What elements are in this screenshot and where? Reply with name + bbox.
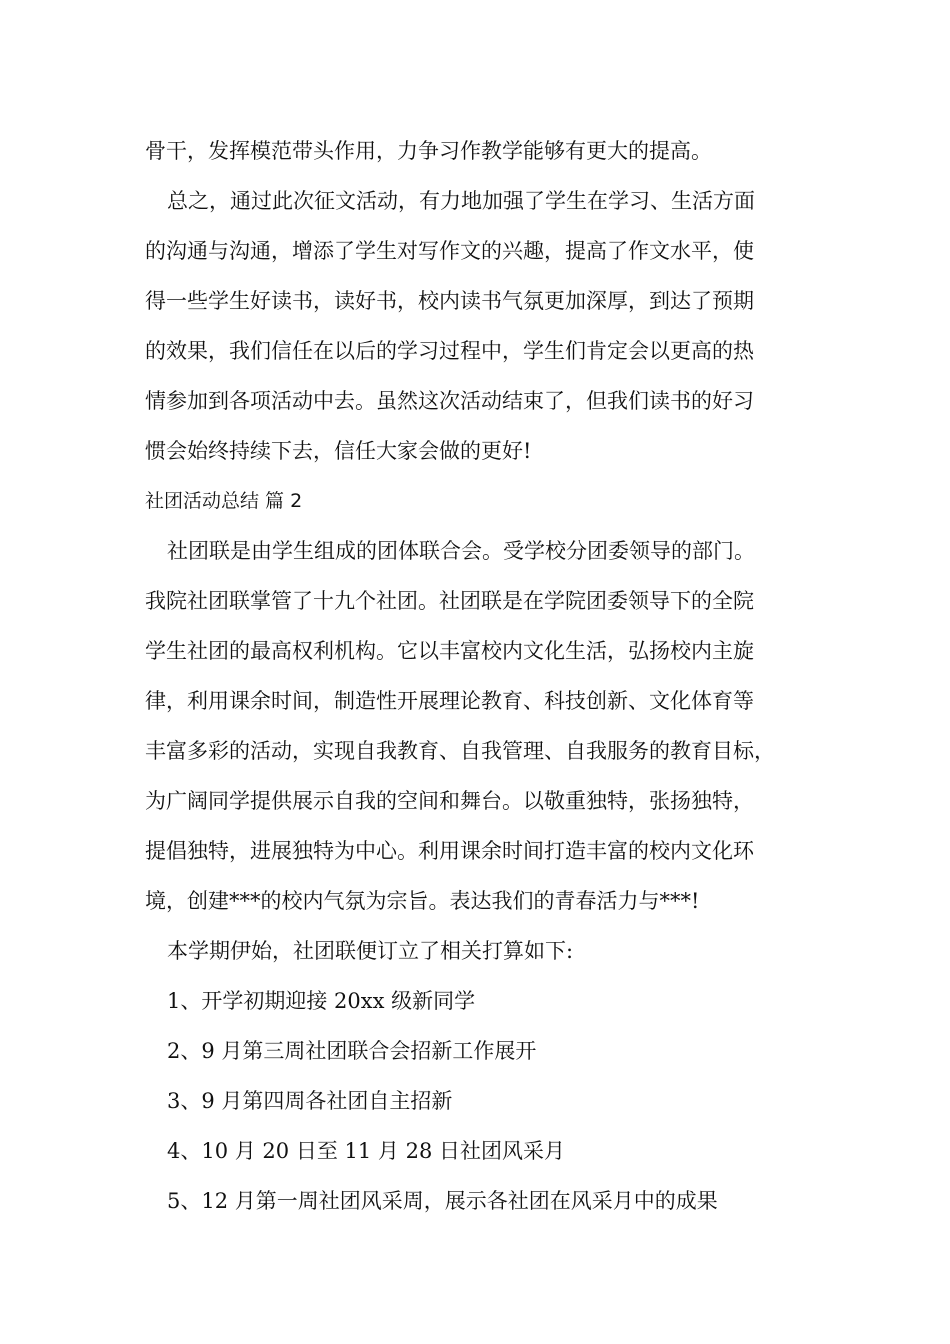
paragraph-line: 丰富多彩的活动，实现自我教育、自我管理、自我服务的教育目标，: [145, 739, 775, 763]
plan-item: 3、9 月第四周各社团自主招新: [167, 1089, 453, 1113]
section-heading: 社团活动总结 篇 2: [145, 490, 303, 512]
paragraph-line: 为广阔同学提供展示自我的空间和舞台。以敬重独特，张扬独特，: [145, 789, 754, 813]
paragraph-line: 律，利用课余时间，制造性开展理论教育、科技创新、文化体育等: [145, 689, 754, 713]
paragraph-line: 惯会始终持续下去，信任大家会做的更好!: [145, 439, 532, 463]
paragraph-line: 境，创建***的校内气氛为宗旨。表达我们的青春活力与***!: [145, 889, 700, 913]
paragraph-line: 提倡独特，进展独特为中心。利用课余时间打造丰富的校内文化环: [145, 839, 754, 863]
plan-item: 4、10 月 20 日至 11 月 28 日社团风采月: [167, 1139, 565, 1163]
plan-item: 2、9 月第三周社团联合会招新工作展开: [167, 1039, 537, 1063]
plan-item: 5、12 月第一周社团风采周，展示各社团在风采月中的成果: [167, 1189, 718, 1213]
paragraph-line: 总之，通过此次征文活动，有力地加强了学生在学习、生活方面: [167, 189, 755, 213]
paragraph-line: 得一些学生好读书，读好书，校内读书气氛更加深厚，到达了预期: [145, 289, 754, 313]
paragraph-line: 学生社团的最高权利机构。它以丰富校内文化生活，弘扬校内主旋: [145, 639, 754, 663]
paragraph-line: 情参加到各项活动中去。虽然这次活动结束了，但我们读书的好习: [145, 389, 754, 413]
plan-intro: 本学期伊始，社团联便订立了相关打算如下:: [167, 939, 574, 963]
paragraph-line: 骨干，发挥模范带头作用，力争习作教学能够有更大的提高。: [145, 139, 712, 163]
document-body: [145, 126, 835, 1226]
paragraph-line: 的沟通与沟通，增添了学生对写作文的兴趣，提高了作文水平，使: [145, 239, 754, 263]
plan-item: 1、开学初期迎接 20xx 级新同学: [167, 989, 476, 1013]
paragraph-line: 社团联是由学生组成的团体联合会。受学校分团委领导的部门。: [167, 539, 755, 563]
paragraph-line: 的效果，我们信任在以后的学习过程中，学生们肯定会以更高的热: [145, 339, 754, 363]
paragraph-line: 我院社团联掌管了十九个社团。社团联是在学院团委领导下的全院: [145, 589, 754, 613]
